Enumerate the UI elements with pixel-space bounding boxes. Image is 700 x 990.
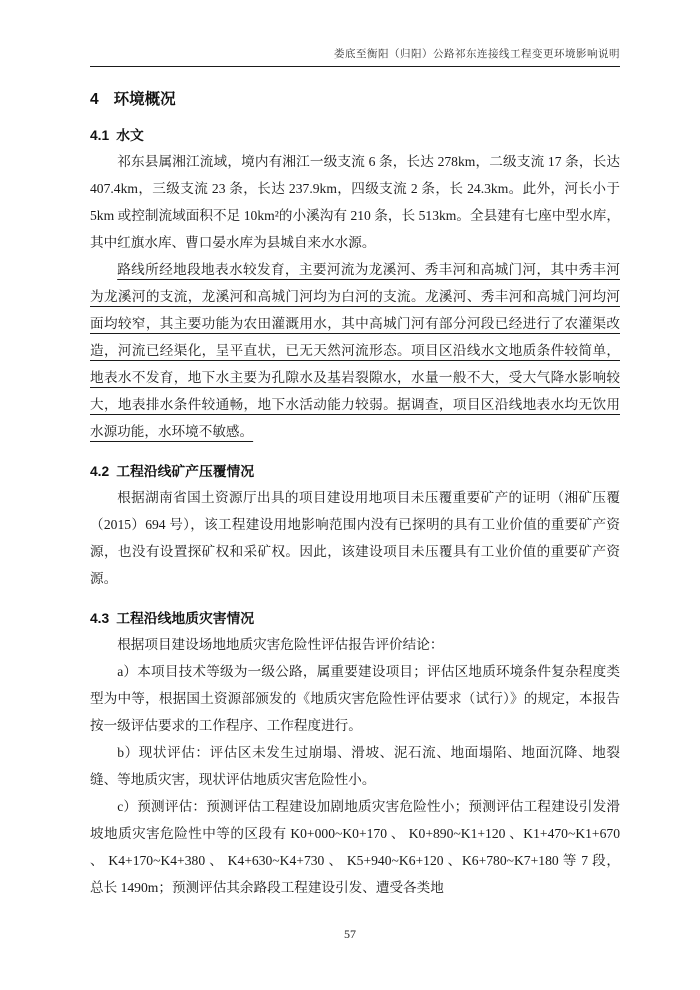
section-43-item-a: a）本项目技术等级为一级公路，属重要建设项目；评估区地质环境条件复杂程度类型为中等，根据国土资源部颁发的《地质灾害危险性评估要求（试行）》的规定，本报告按一级评估要求的工作程序、工作程度进行。 bbox=[90, 664, 620, 733]
section-42-paragraph-1: 根据湖南省国土资源厅出具的项目建设用地项目未压覆重要矿产的证明（湘矿压覆（2015）694 号），该工程建设用地影响范围内没有已探明的具有工业价值的重要矿产资源，也没有设置探矿权和采矿权。因此，该建设项目未压覆具有工业价值的重要矿产资源。 bbox=[90, 490, 620, 586]
section-42-title: 工程沿线矿产压覆情况 bbox=[116, 464, 255, 479]
section-41-paragraph-2-underlined: 路线所经地段地表水较发育，主要河流为龙溪河、秀丰河和高城门河，其中秀丰河为龙溪河的支流，龙溪河和高城门河均为白河的支流。龙溪河、秀丰河和高城门河均河面均较窄，其主要功能为农田灌溉用水，其中高城门河有部分河段已经进行了农灌渠改造，河流已经渠化，呈平直状，已无天然河流形态。项目区沿线水文地质条件较简单，地表水不发育，地下水主要为孔隙水及基岩裂隙水，水量一般不大，受大气降水影响较大，地表排水条件较通畅，地下水活动能力较弱。据调查，项目区沿线地表水均无饮用水源功能，水环境不敏感。 bbox=[90, 262, 620, 439]
page-footer bbox=[0, 927, 700, 942]
chapter-heading bbox=[90, 87, 620, 109]
section-43-item-b: b）现状评估：评估区未发生过崩塌、滑坡、泥石流、地面塌陷、地面沉降、地裂缝、等地质灾害，现状评估地质灾害危险性小。 bbox=[90, 745, 620, 787]
chapter-title: 环境概况 bbox=[113, 91, 176, 108]
section-41-paragraph-1: 祁东县属湘江流域，境内有湘江一级支流 6 条，长达 278km，二级支流 17 条，长达 407.4km，三级支流 23 条，长达 237.9km，四级支流 2 条，长 24.3km。此外，河长小于 5km 或控制流域面积不足 10km²的小溪沟有 210 条，长 513km。全县建有七座中型水库，其中红旗水库、曹口晏水库为县城自来水水源。 bbox=[90, 154, 620, 250]
section-41-number: 4.1 bbox=[90, 128, 110, 143]
section-43-item-c: c）预测评估：预测评估工程建设加剧地质灾害危险性小；预测评估工程建设引发滑坡地质灾害危险性中等的区段有 K0+000~K0+170 、 K0+890~K1+120 、K1+470~K1+670 、 K4+170~K4+380 、 K4+630~K4+730 、 K5+940~K6+120 、K6+780~K7+180 等 7 段，总长 1490m；预测评估其余路段工程建设引发、遭受各类地 bbox=[90, 799, 620, 895]
header-title: 娄底至衡阳（归阳）公路祁东连接线工程变更环境影响说明 bbox=[90, 46, 620, 67]
page-header bbox=[90, 46, 620, 67]
section-43-number: 4.3 bbox=[90, 611, 110, 626]
section-42-heading bbox=[90, 460, 620, 480]
section-42-number: 4.2 bbox=[90, 464, 110, 479]
section-43-title: 工程沿线地质灾害情况 bbox=[116, 611, 255, 626]
section-43-intro: 根据项目建设场地地质灾害危险性评估报告评价结论： bbox=[117, 637, 444, 652]
chapter-number: 4 bbox=[90, 91, 99, 108]
page-number: 57 bbox=[344, 927, 356, 941]
section-41-title: 水文 bbox=[116, 128, 144, 143]
section-41-heading bbox=[90, 124, 620, 144]
section-43-heading bbox=[90, 607, 620, 627]
